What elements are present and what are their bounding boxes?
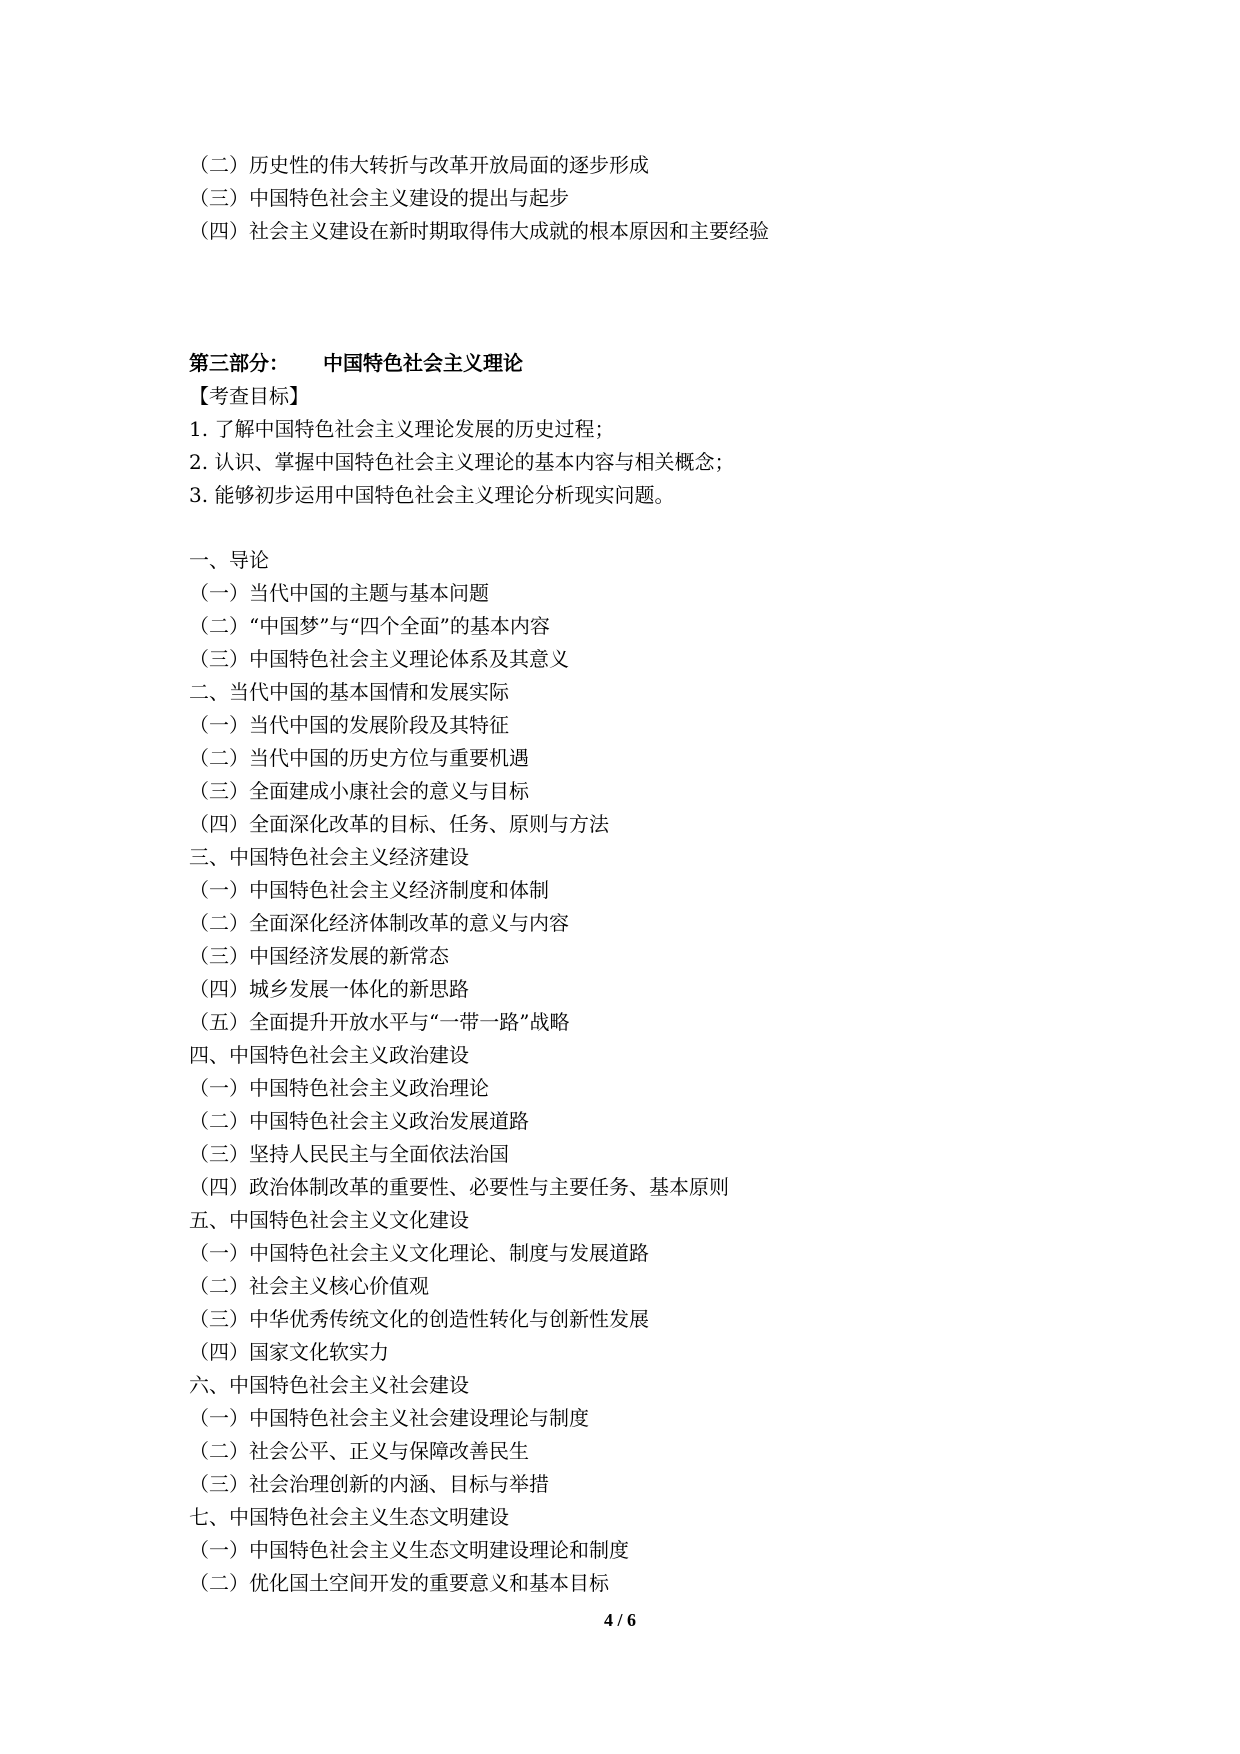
outline-item: （三）中国经济发展的新常态: [189, 944, 449, 968]
outline-item: （三）中国特色社会主义理论体系及其意义: [189, 647, 569, 671]
chapter-heading: 二、当代中国的基本国情和发展实际: [189, 680, 509, 704]
outline-item: （二）“中国梦”与“四个全面”的基本内容: [189, 614, 550, 638]
outline-item: （二）中国特色社会主义政治发展道路: [189, 1109, 529, 1133]
outline-item: （二）全面深化经济体制改革的意义与内容: [189, 911, 569, 935]
outline-item: （一）中国特色社会主义生态文明建设理论和制度: [189, 1538, 629, 1562]
chapter-heading: 一、导论: [189, 548, 269, 572]
outline-item: （一）中国特色社会主义文化理论、制度与发展道路: [189, 1241, 649, 1265]
chapter-heading: 七、中国特色社会主义生态文明建设: [189, 1505, 509, 1529]
chapter-heading: 五、中国特色社会主义文化建设: [189, 1208, 469, 1232]
chapter-heading: 三、中国特色社会主义经济建设: [189, 845, 469, 869]
outline-item: （四）城乡发展一体化的新思路: [189, 977, 469, 1001]
objective-item: 2. 认识、掌握中国特色社会主义理论的基本内容与相关概念；: [189, 450, 735, 474]
outline-item: （二）社会主义核心价值观: [189, 1274, 429, 1298]
objective-item: 3. 能够初步运用中国特色社会主义理论分析现实问题。: [189, 483, 675, 507]
outline-item: （二）当代中国的历史方位与重要机遇: [189, 746, 529, 770]
outline-item: （二）社会公平、正义与保障改善民生: [189, 1439, 529, 1463]
outline-item: （二）优化国土空间开发的重要意义和基本目标: [189, 1571, 609, 1595]
outline-item: （三）社会治理创新的内涵、目标与举措: [189, 1472, 549, 1496]
chapter-heading: 六、中国特色社会主义社会建设: [189, 1373, 469, 1397]
outline-item: （五）全面提升开放水平与“一带一路”战略: [189, 1010, 570, 1034]
outline-item: （四）国家文化软实力: [189, 1340, 389, 1364]
outline-item: （四）政治体制改革的重要性、必要性与主要任务、基本原则: [189, 1175, 729, 1199]
page-number: 4 / 6: [603, 1610, 636, 1630]
outline-item: （三）中华优秀传统文化的创造性转化与创新性发展: [189, 1307, 649, 1331]
objectives-heading: 【考查目标】: [189, 384, 309, 408]
outline-item: （一）中国特色社会主义政治理论: [189, 1076, 489, 1100]
top-item: （三）中国特色社会主义建设的提出与起步: [189, 186, 569, 210]
outline-item: （一）当代中国的主题与基本问题: [189, 581, 489, 605]
section-label: 第三部分：: [189, 351, 289, 375]
outline-item: （三）坚持人民民主与全面依法治国: [189, 1142, 509, 1166]
outline-item: （一）中国特色社会主义经济制度和体制: [189, 878, 549, 902]
objective-item: 1. 了解中国特色社会主义理论发展的历史过程；: [189, 417, 615, 441]
outline-item: （四）全面深化改革的目标、任务、原则与方法: [189, 812, 609, 836]
section-title: 中国特色社会主义理论: [323, 351, 523, 375]
top-item: （二）历史性的伟大转折与改革开放局面的逐步形成: [189, 153, 649, 177]
section-heading: [189, 350, 523, 376]
top-item: （四）社会主义建设在新时期取得伟大成就的根本原因和主要经验: [189, 219, 769, 243]
outline-item: （一）当代中国的发展阶段及其特征: [189, 713, 509, 737]
outline-item: （一）中国特色社会主义社会建设理论与制度: [189, 1406, 589, 1430]
outline-item: （三）全面建成小康社会的意义与目标: [189, 779, 529, 803]
chapter-heading: 四、中国特色社会主义政治建设: [189, 1043, 469, 1067]
